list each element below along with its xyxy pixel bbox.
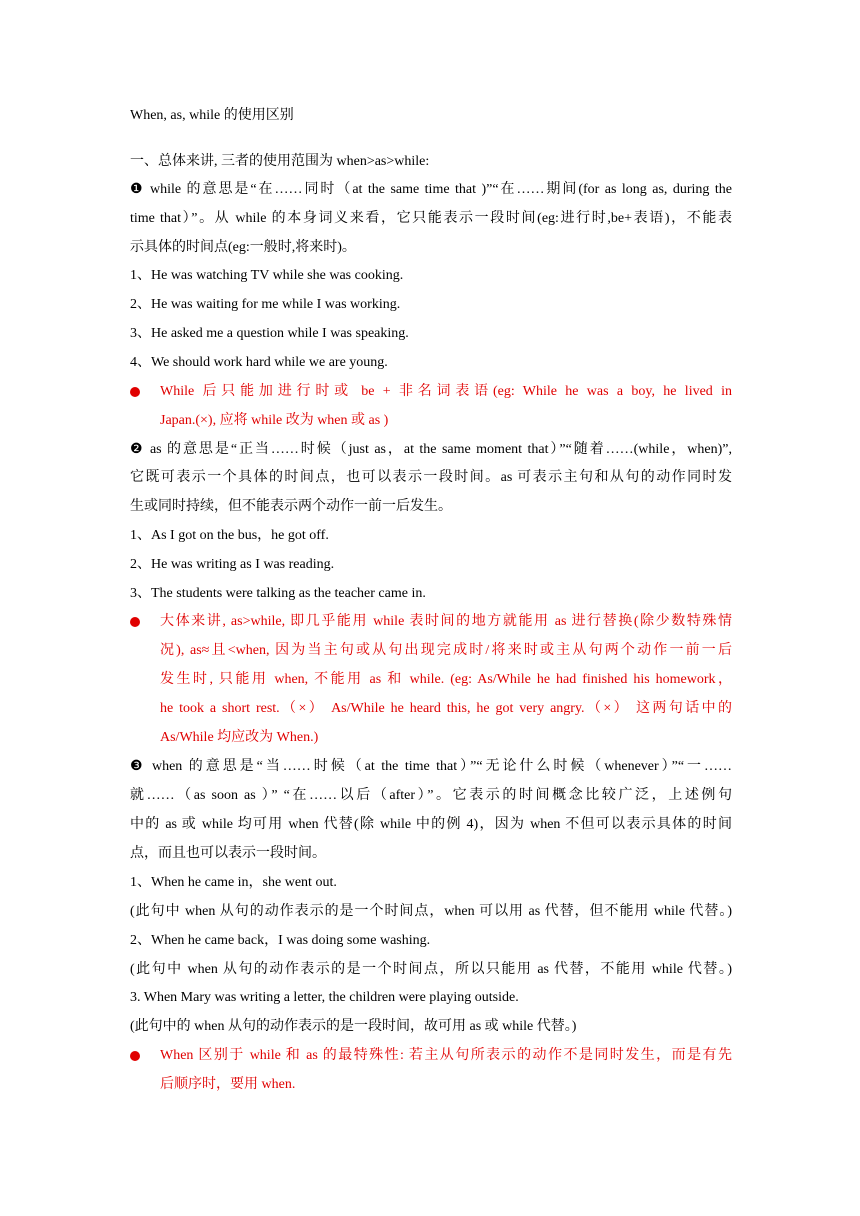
bullet-icon bbox=[130, 387, 140, 397]
as-example-3: 3、The students were talking as the teacher came in. bbox=[130, 586, 426, 601]
when-definition-line-4: 点，而且也可以表示一段时间。 bbox=[130, 846, 326, 861]
when-example-3-note: (此句中的 when 从句的动作表示的是一段时间，故可用 as 或 while 代替。) bbox=[130, 1019, 577, 1034]
when-note-line-2: 后顺序时，要用 when. bbox=[160, 1077, 296, 1092]
section-summary: 一、总体来讲, 三者的使用范围为 when>as>while: bbox=[130, 154, 430, 169]
bullet-icon bbox=[130, 617, 140, 627]
when-definition-line-3: 中的 as 或 while 均可用 when 代替(除 while 中的例 4)，因为 when 不但可以表示具体的时间 bbox=[130, 817, 732, 832]
as-note-line-2: 况), as≈且<when, 因为当主句或从句出现完成时/将来时或主从句两个动作一前一后 bbox=[160, 643, 732, 658]
while-definition-line-1: ❶ while 的意思是“在……同时（at the same time that )”“在……期间(for as long as, during the bbox=[130, 182, 732, 197]
while-definition-line-3: 示具体的时间点(eg:一般时,将来时)。 bbox=[130, 240, 356, 255]
as-note-line-1: 大体来讲, as>while, 即几乎能用 while 表时间的地方就能用 as 进行替换(除少数特殊情 bbox=[160, 614, 732, 629]
as-note-line-3: 发生时, 只能用 when, 不能用 as 和 while. (eg: As/While he had finished his homework， bbox=[160, 672, 732, 687]
while-example-4: 4、We should work hard while we are young. bbox=[130, 355, 388, 370]
while-definition-line-2: time that）”。从 while 的本身词义来看，它只能表示一段时间(eg:进行时,be+表语)，不能表 bbox=[130, 211, 732, 226]
while-note-line-2: Japan.(×), 应将 while 改为 when 或 as ) bbox=[160, 413, 389, 428]
as-definition-line-1: ❷ as 的意思是“正当……时候（just as，at the same moment that）”“随着……(while，when)”, bbox=[130, 442, 732, 457]
while-example-3: 3、He asked me a question while I was speaking. bbox=[130, 326, 409, 341]
as-definition-line-2: 它既可表示一个具体的时间点，也可以表示一段时间。as 可表示主句和从句的动作同时发 bbox=[130, 470, 732, 485]
when-example-1: 1、When he came in，she went out. bbox=[130, 875, 337, 890]
when-example-2: 2、When he came back，I was doing some washing. bbox=[130, 933, 431, 948]
as-example-1: 1、As I got on the bus，he got off. bbox=[130, 528, 329, 543]
while-example-2: 2、He was waiting for me while I was working. bbox=[130, 297, 401, 312]
while-example-1: 1、He was watching TV while she was cooking. bbox=[130, 268, 404, 283]
as-definition-line-3: 生或同时持续，但不能表示两个动作一前一后发生。 bbox=[130, 499, 452, 514]
while-note-line-1: While 后只能加进行时或 be + 非名词表语(eg: While he was a boy, he lived in bbox=[160, 384, 732, 399]
document-title: When, as, while 的使用区别 bbox=[130, 108, 294, 123]
as-note-line-5: As/While 均应改为 When.) bbox=[160, 730, 319, 745]
when-example-1-note: (此句中 when 从句的动作表示的是一个时间点，when 可以用 as 代替，但不能用 while 代替。) bbox=[130, 904, 732, 919]
as-note-line-4: he took a short rest.（×） As/While he heard this, he got very angry.（×） 这两句话中的 bbox=[160, 701, 732, 716]
when-example-2-note: (此句中 when 从句的动作表示的是一个时间点，所以只能用 as 代替，不能用 while 代替。) bbox=[130, 962, 732, 977]
when-example-3: 3. When Mary was writing a letter, the children were playing outside. bbox=[130, 990, 519, 1005]
bullet-icon bbox=[130, 1051, 140, 1061]
as-example-2: 2、He was writing as I was reading. bbox=[130, 557, 335, 572]
when-definition-line-2: 就……（as soon as ）” “在……以后（after）”。它表示的时间概念比较广泛，上述例句 bbox=[130, 788, 732, 803]
when-definition-line-1: ❸ when 的意思是“当……时候（at the time that）”“无论什么时候（whenever）”“一…… bbox=[130, 759, 732, 774]
when-note-line-1: When 区别于 while 和 as 的最特殊性: 若主从句所表示的动作不是同时发生，而是有先 bbox=[160, 1048, 732, 1063]
